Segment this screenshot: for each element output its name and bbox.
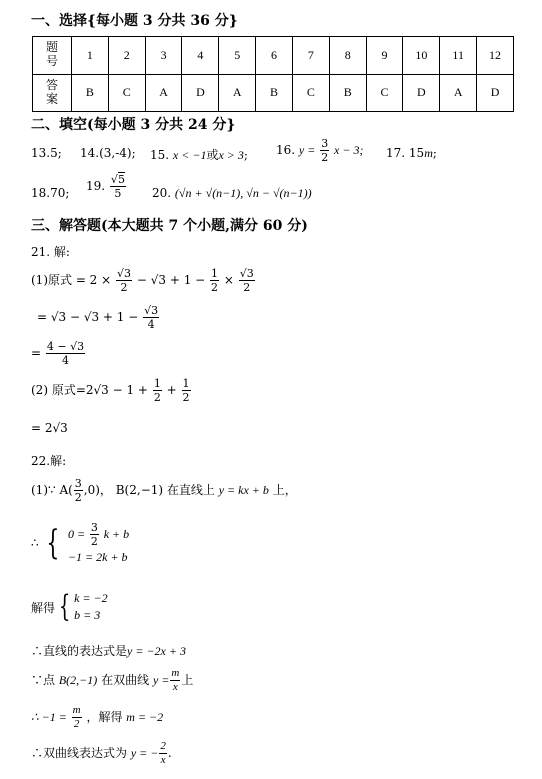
answer-value: 15 <box>408 146 425 160</box>
denominator: 2 <box>73 718 80 730</box>
table-cell: 11 <box>440 37 477 75</box>
table-cell: 2 <box>108 37 145 75</box>
fill-answer-17 <box>386 146 437 161</box>
answer-number: 15. <box>150 148 170 162</box>
fraction <box>116 268 132 293</box>
table-cell: C <box>108 74 145 112</box>
table-label-part: 号 <box>45 54 58 69</box>
table-label-part: 题 <box>45 40 58 55</box>
math-expr: x > 3 <box>218 148 244 162</box>
q21-line2 <box>37 305 160 330</box>
q22-label: 22.解: <box>31 454 67 468</box>
q22-m-line <box>31 705 163 730</box>
table-label-answer <box>33 74 72 112</box>
table-row-numbers <box>33 37 514 75</box>
section3-heading: 三、解答题(本大题共 7 个小题,满分 60 分) <box>31 218 308 234</box>
table-cell: C <box>292 74 329 112</box>
table-cell: D <box>403 74 440 112</box>
system-eq-2: −1 = 2k + b <box>67 550 128 564</box>
fraction <box>320 138 329 163</box>
math-expr: (2) 原式=2√3 − 1 + <box>31 383 148 397</box>
numerator: 3 <box>74 477 82 490</box>
left-brace-icon: { <box>46 523 60 564</box>
fill-answer-19 <box>86 174 127 199</box>
answer-number: 17. <box>386 146 406 160</box>
denominator: x <box>172 681 178 693</box>
math-expr: k + b <box>103 527 130 541</box>
text: 解得 <box>31 600 56 615</box>
denominator: x <box>160 754 166 766</box>
math-expr: − √3 + 1 − <box>136 273 206 287</box>
solution-system <box>74 590 108 625</box>
answer-number: 19. <box>86 179 106 193</box>
q22-line1 <box>31 478 297 503</box>
text: ，解得 <box>86 710 123 724</box>
q21-line1 <box>31 268 256 293</box>
math-expr: y = kx + b <box>218 483 269 497</box>
numerator: √3 <box>144 304 159 317</box>
q22-point-line <box>31 668 193 693</box>
math-expr: B(2,−1) <box>58 673 98 687</box>
text: ∴双曲线表达式为 <box>31 746 128 760</box>
math-expr: = <box>31 346 42 360</box>
math-expr: ,0)， B(2,−1) 在直线上 <box>83 483 215 497</box>
math-expr: x < −1 <box>172 148 207 162</box>
numerator: 1 <box>182 377 190 390</box>
math-var: m <box>424 146 433 160</box>
q22-solution <box>31 590 108 625</box>
table-cell: D <box>182 74 219 112</box>
q22-line-expression <box>31 642 186 659</box>
section1-heading: 一、选择{每小题 3 分共 36 分} <box>31 13 238 29</box>
fill-answer-15 <box>150 146 248 163</box>
solution-eq-2: b = 3 <box>74 608 101 623</box>
table-cell: 1 <box>72 37 109 75</box>
numerator: √5 <box>110 173 125 186</box>
denominator: 2 <box>182 391 190 404</box>
table-cell: A <box>440 74 477 112</box>
q21-label: 21. 解: <box>31 245 70 259</box>
table-cell: 5 <box>219 37 256 75</box>
math-expr: y = −2x + 3 <box>127 644 186 658</box>
fraction <box>153 378 162 403</box>
denominator: 2 <box>74 491 82 504</box>
table-cell: 7 <box>292 37 329 75</box>
math-expr: y = − <box>130 746 159 760</box>
q22-system <box>31 522 129 564</box>
radicand: 5 <box>117 173 125 186</box>
denominator: 2 <box>153 391 161 404</box>
fill-answer-14: 14.(3,-4); <box>80 146 136 160</box>
table-cell: 10 <box>403 37 440 75</box>
math-expr: y = <box>298 143 316 157</box>
therefore-symbol: ∴ <box>31 536 39 551</box>
table-cell: C <box>366 74 403 112</box>
q22-final-line <box>31 741 172 766</box>
table-cell: 6 <box>256 37 293 75</box>
punct: . <box>167 746 172 760</box>
table-row-answers <box>33 74 514 112</box>
fraction <box>159 741 167 766</box>
fraction <box>74 478 83 503</box>
math-expr: 0 = <box>67 527 86 541</box>
table-cell: 9 <box>366 37 403 75</box>
math-expr: (1)∵ A( <box>31 483 73 497</box>
solution-eq-1: k = −2 <box>74 591 108 605</box>
table-label-part: 答 <box>45 77 58 92</box>
numerator: 1 <box>153 377 161 390</box>
table-cell: B <box>256 74 293 112</box>
fraction <box>110 174 126 199</box>
table-cell: 4 <box>182 37 219 75</box>
punct: ; <box>432 146 437 160</box>
answer-number: 20. <box>152 186 172 200</box>
table-label-question <box>33 37 72 75</box>
numerator: √3 <box>239 267 254 280</box>
answer-table <box>32 36 514 112</box>
math-expr: ∴ −1 = <box>31 710 67 724</box>
q21-line5: = 2√3 <box>31 421 68 435</box>
table-cell: 3 <box>145 37 182 75</box>
fraction <box>46 341 85 366</box>
math-expr: (1)原式 = 2 × <box>31 273 112 287</box>
numerator: 2 <box>160 740 166 752</box>
math-expr: x − 3; <box>334 143 364 157</box>
q21-line3 <box>31 341 86 366</box>
fraction <box>239 268 255 293</box>
table-cell: 12 <box>477 37 514 75</box>
q21-line4 <box>31 378 192 403</box>
math-op: + <box>166 383 177 397</box>
numerator: 1 <box>211 267 219 280</box>
denominator: 2 <box>243 281 251 294</box>
text-or: 或 <box>206 148 219 162</box>
text: 在双曲线 <box>101 673 150 687</box>
table-cell: B <box>329 74 366 112</box>
numerator: 3 <box>90 521 98 534</box>
fill-answer-16 <box>276 138 363 163</box>
table-cell: 8 <box>329 37 366 75</box>
table-cell: D <box>477 74 514 112</box>
numerator: m <box>171 667 180 679</box>
text: ∴直线的表达式是 <box>31 644 128 658</box>
left-brace-icon: { <box>58 589 71 625</box>
math-expr: m = −2 <box>126 710 164 724</box>
section2-heading: 二、填空(每小题 3 分共 24 分} <box>31 117 236 133</box>
fill-answer-18: 18.70; <box>31 186 70 200</box>
answer-number: 16. <box>276 143 296 157</box>
text: 上 <box>181 673 194 687</box>
denominator: 2 <box>211 281 219 294</box>
text: ∵点 <box>31 673 56 687</box>
fraction <box>90 522 99 547</box>
denominator: 2 <box>120 281 128 294</box>
numerator: 3 <box>321 137 329 150</box>
table-label-part: 案 <box>45 91 58 106</box>
math-op: × <box>223 273 234 287</box>
table-cell: A <box>219 74 256 112</box>
fraction <box>72 705 82 730</box>
fill-answer-20 <box>152 186 312 201</box>
math-expr: y = <box>152 673 170 687</box>
fraction <box>170 668 180 693</box>
denominator: 4 <box>62 354 69 367</box>
punct: ; <box>243 148 248 162</box>
numerator: m <box>72 704 81 716</box>
math-expr: (√n + √(n−1), √n − √(n−1)) <box>174 186 312 200</box>
fraction <box>143 305 159 330</box>
fraction <box>182 378 191 403</box>
text: 上， <box>272 483 297 497</box>
math-expr: = √3 − √3 + 1 − <box>37 310 139 324</box>
numerator: √3 <box>117 267 132 280</box>
numerator: 4 − √3 <box>46 340 85 353</box>
denominator: 4 <box>147 318 155 331</box>
denominator: 2 <box>90 535 98 548</box>
system-eq-1 <box>68 522 129 547</box>
fill-answer-13: 13.5; <box>31 146 62 160</box>
table-cell: A <box>145 74 182 112</box>
denominator: 2 <box>321 151 329 164</box>
equation-system <box>68 522 129 564</box>
fraction <box>210 268 219 293</box>
table-cell: B <box>72 74 109 112</box>
denominator: 5 <box>114 187 122 200</box>
